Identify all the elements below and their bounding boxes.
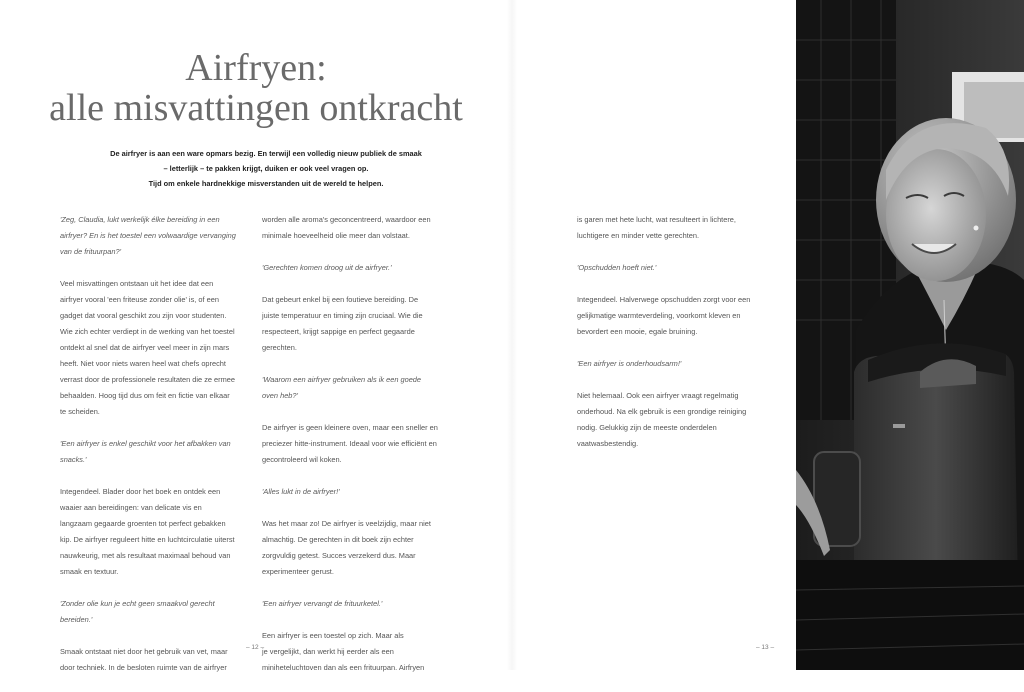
text-line: 'Opschudden hoeft niet.' (577, 263, 657, 272)
body-paragraph (262, 420, 458, 468)
text-line: kip. De airfryer reguleert hitte en luchtcirculatie uiterst (60, 535, 235, 544)
body-paragraph (262, 516, 458, 580)
text-column-3 (577, 212, 773, 468)
lead-line: – letterlijk – te pakken krijgt, duiken er ook veel vragen op. (163, 164, 369, 173)
page-title (0, 48, 512, 128)
text-line: Integendeel. Blader door het boek en ontdek een (60, 487, 221, 496)
question-paragraph (60, 212, 256, 260)
text-line: Dat gebeurt enkel bij een foutieve bereiding. De (262, 295, 419, 304)
text-line: waaier aan bereidingen: van delicate vis en (60, 503, 202, 512)
question-paragraph (577, 260, 773, 276)
text-line: 'Gerechten komen droog uit de airfryer.' (262, 263, 392, 272)
text-line: Niet helemaal. Ook een airfryer vraagt regelmatig (577, 391, 739, 400)
text-line: 'Waarom een airfryer gebruiken als ik een goede (262, 375, 422, 384)
question-paragraph (60, 596, 256, 628)
text-line: preciezer hitte-instrument. Ideaal voor wie efficiënt en (262, 439, 437, 448)
text-line: snacks.' (60, 455, 87, 464)
text-line: 'Zeg, Claudia, lukt werkelijk élke bereiding in een (60, 215, 220, 224)
text-line: luchtigere en minder vette gerechten. (577, 231, 700, 240)
text-line: te scheiden. (60, 407, 100, 416)
text-line: smaak en textuur. (60, 567, 119, 576)
text-line: verrast door de professionele resultaten die ze ermee (60, 375, 236, 384)
text-column-2 (262, 212, 458, 692)
text-line: je vergelijkt, dan werkt hij eerder als een (262, 647, 394, 656)
body-paragraph (262, 292, 458, 356)
text-line: Wie zich echter verdiept in de werking van het toestel (60, 327, 235, 336)
text-line: De airfryer is geen kleinere oven, maar een sneller en (262, 423, 438, 432)
question-paragraph (262, 596, 458, 612)
question-paragraph (262, 372, 458, 404)
text-line: nauwkeurig, met als resultaat maximaal behoud van (60, 551, 231, 560)
text-line: vaatwasbestendig. (577, 439, 639, 448)
lead-line: De airfryer is aan een ware opmars bezig. En terwijl een volledig nieuw publiek de smaak (110, 149, 422, 158)
text-line: juiste temperatuur en timing zijn cruciaal. Wie die (262, 311, 423, 320)
text-line: Was het maar zo! De airfryer is veelzijdig, maar niet (262, 519, 431, 528)
text-line: miniheteluchtoven dan als een frituurpan. Airfryen (262, 663, 425, 672)
body-paragraph (262, 212, 458, 244)
text-line: door techniek. In de besloten ruimte van de airfryer (60, 663, 227, 672)
text-line: behaalden. Hoog tijd dus om feit en fictie van elkaar (60, 391, 230, 400)
question-paragraph (60, 436, 256, 468)
text-line: experimenteer gerust. (262, 567, 334, 576)
text-line: minimale hoeveelheid olie meer dan volstaat. (262, 231, 410, 240)
question-paragraph (577, 356, 773, 372)
text-line: is garen met hete lucht, wat resulteert in lichtere, (577, 215, 736, 224)
text-line: 'Een airfryer is onderhoudsarm!' (577, 359, 682, 368)
text-line: Smaak ontstaat niet door het gebruik van vet, maar (60, 647, 228, 656)
text-line: respecteert, krijgt sappige en perfect gegaarde (262, 327, 415, 336)
text-line: gelijkmatige warmteverdeling, voorkomt kleven en (577, 311, 741, 320)
text-line: Integendeel. Halverwege opschudden zorgt voor een (577, 295, 751, 304)
body-paragraph (60, 276, 256, 420)
text-line: 'Een airfryer vervangt de frituurketel.' (262, 599, 383, 608)
body-paragraph (60, 484, 256, 580)
text-line: bereiden.' (60, 615, 93, 624)
text-line: gecontroleerd wil koken. (262, 455, 342, 464)
text-line: 'Een airfryer is enkel geschikt voor het afbakken van (60, 439, 231, 448)
text-line: bevordert een mooie, egale bruining. (577, 327, 698, 336)
text-line: Een airfryer is een toestel op zich. Maar als (262, 631, 404, 640)
text-line: worden alle aroma's geconcentreerd, waardoor een (262, 215, 431, 224)
question-paragraph (262, 260, 458, 276)
title-line-1: Airfryen: (185, 47, 327, 89)
lead-paragraph (80, 146, 452, 191)
text-line: heeft. Niet voor niets waren heel wat chefs oprecht (60, 359, 226, 368)
text-column-1 (60, 212, 256, 692)
text-line: langzaam gegaarde groenten tot perfect gebakken (60, 519, 226, 528)
text-line: 'Alles lukt in de airfryer!' (262, 487, 340, 496)
body-paragraph (577, 388, 773, 452)
text-line: almachtig. De gerechten in dit boek zijn echter (262, 535, 414, 544)
title-line-2: alle misvattingen ontkracht (49, 87, 463, 129)
text-line: oven heb?' (262, 391, 298, 400)
text-line: gadget dat vooral geschikt zou zijn voor studenten. (60, 311, 227, 320)
body-paragraph (262, 628, 458, 676)
text-line: van de frituurpan?' (60, 247, 121, 256)
body-paragraph (577, 292, 773, 340)
text-line: onderhoud. Na elk gebruik is een grondige reiniging (577, 407, 747, 416)
question-paragraph (262, 484, 458, 500)
page-number-left: – 12 – (246, 644, 265, 651)
text-line: zorgvuldig getest. Succes verzekerd dus. Maar (262, 551, 416, 560)
body-paragraph (577, 212, 773, 244)
lead-line: Tijd om enkele hardnekkige misverstanden uit de wereld te helpen. (148, 179, 384, 188)
body-paragraph (60, 644, 256, 676)
text-line: airfryer? En is het toestel een volwaardige vervanging (60, 231, 236, 240)
text-line: ontdekt al snel dat de airfryer veel meer in zijn mars (60, 343, 230, 352)
text-line: gerechten. (262, 343, 297, 352)
woman-with-airfryer-photo (796, 0, 1024, 670)
text-line: Veel misvattingen ontstaan uit het idee dat een (60, 279, 214, 288)
text-line: nodig. Gelukkig zijn de meeste onderdelen (577, 423, 717, 432)
page-number-right: – 13 – (756, 644, 775, 651)
text-line: airfryer vooral 'een friteuse zonder olie' is, of een (60, 295, 219, 304)
text-line: 'Zonder olie kun je echt geen smaakvol gerecht (60, 599, 215, 608)
